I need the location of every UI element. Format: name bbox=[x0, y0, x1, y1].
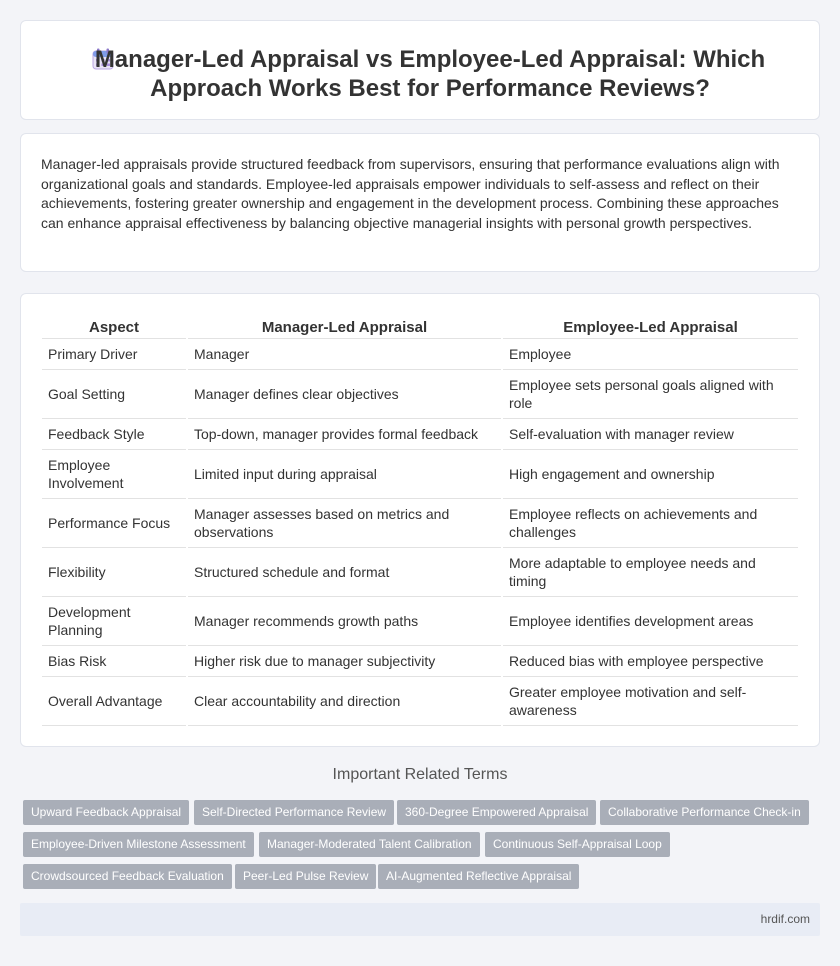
table-row bbox=[42, 498, 798, 547]
cell-aspect: Bias Risk bbox=[42, 645, 187, 676]
related-term-tag[interactable]: 360-Degree Empowered Appraisal bbox=[397, 800, 596, 825]
cell-manager: Higher risk due to manager subjectivity bbox=[187, 645, 502, 676]
footer bbox=[20, 903, 820, 936]
related-term-tag[interactable]: AI-Augmented Reflective Appraisal bbox=[378, 864, 579, 889]
related-term-tag[interactable]: Continuous Self-Appraisal Loop bbox=[485, 832, 670, 857]
table-row bbox=[42, 338, 798, 369]
cell-manager: Top-down, manager provides formal feedback bbox=[187, 418, 502, 449]
page-title: Manager-Led Appraisal vs Employee-Led Appraisal: Which Approach Works Best for Performance Reviews? bbox=[94, 46, 766, 102]
comparison-table bbox=[42, 314, 798, 726]
header-aspect: Aspect bbox=[42, 314, 187, 338]
table-row bbox=[42, 547, 798, 596]
cell-employee: High engagement and ownership bbox=[502, 449, 798, 498]
header-manager-led: Manager-Led Appraisal bbox=[187, 314, 502, 338]
cell-aspect: Performance Focus bbox=[42, 498, 187, 547]
cell-manager: Limited input during appraisal bbox=[187, 449, 502, 498]
cell-employee: Employee identifies development areas bbox=[502, 596, 798, 645]
related-terms-title: Important Related Terms bbox=[332, 766, 508, 783]
table-row bbox=[42, 418, 798, 449]
cell-aspect: Primary Driver bbox=[42, 338, 187, 369]
comparison-card bbox=[20, 293, 820, 747]
header-employee-led: Employee-Led Appraisal bbox=[502, 314, 798, 338]
cell-manager: Manager bbox=[187, 338, 502, 369]
table-row bbox=[42, 449, 798, 498]
cell-employee: Reduced bias with employee perspective bbox=[502, 645, 798, 676]
summary-text: Manager-led appraisals provide structured feedback from supervisors, ensuring that performance evaluations align with organizational goals and standards. Employee-led appraisals empower individuals to self-assess and reflect on their achievements, fostering greater ownership and engagement in the development process. Combining these approaches can enhance appraisal effectiveness by balancing objective managerial insights with personal growth perspectives. bbox=[41, 156, 780, 231]
cell-employee: Employee bbox=[502, 338, 798, 369]
cell-manager: Clear accountability and direction bbox=[187, 676, 502, 725]
table-header-row bbox=[42, 314, 798, 338]
table-row bbox=[42, 676, 798, 725]
related-term-tag[interactable]: Crowdsourced Feedback Evaluation bbox=[23, 864, 232, 889]
cell-manager: Structured schedule and format bbox=[187, 547, 502, 596]
cell-aspect: Goal Setting bbox=[42, 369, 187, 418]
title-card bbox=[20, 20, 820, 120]
cell-manager: Manager assesses based on metrics and observations bbox=[187, 498, 502, 547]
related-term-tag[interactable]: Peer-Led Pulse Review bbox=[235, 864, 376, 889]
table-row bbox=[42, 369, 798, 418]
table-row bbox=[42, 596, 798, 645]
cell-aspect: Flexibility bbox=[42, 547, 187, 596]
cell-employee: Employee sets personal goals aligned with role bbox=[502, 369, 798, 418]
cell-employee: Greater employee motivation and self-awareness bbox=[502, 676, 798, 725]
cell-aspect: Feedback Style bbox=[42, 418, 187, 449]
related-term-tag[interactable]: Upward Feedback Appraisal bbox=[23, 800, 189, 825]
summary-card bbox=[20, 133, 820, 272]
cell-aspect: Employee Involvement bbox=[42, 449, 187, 498]
cell-employee: Employee reflects on achievements and challenges bbox=[502, 498, 798, 547]
footer-site-link[interactable]: hrdif.com bbox=[760, 912, 810, 926]
related-term-tag[interactable]: Manager-Moderated Talent Calibration bbox=[259, 832, 480, 857]
cell-manager: Manager defines clear objectives bbox=[187, 369, 502, 418]
cell-manager: Manager recommends growth paths bbox=[187, 596, 502, 645]
cell-employee: Self-evaluation with manager review bbox=[502, 418, 798, 449]
related-term-tag[interactable]: Collaborative Performance Check-in bbox=[600, 800, 809, 825]
table-row bbox=[42, 645, 798, 676]
related-term-tag[interactable]: Employee-Driven Milestone Assessment bbox=[23, 832, 254, 857]
cell-employee: More adaptable to employee needs and timing bbox=[502, 547, 798, 596]
cell-aspect: Development Planning bbox=[42, 596, 187, 645]
related-term-tag[interactable]: Self-Directed Performance Review bbox=[194, 800, 394, 825]
cell-aspect: Overall Advantage bbox=[42, 676, 187, 725]
